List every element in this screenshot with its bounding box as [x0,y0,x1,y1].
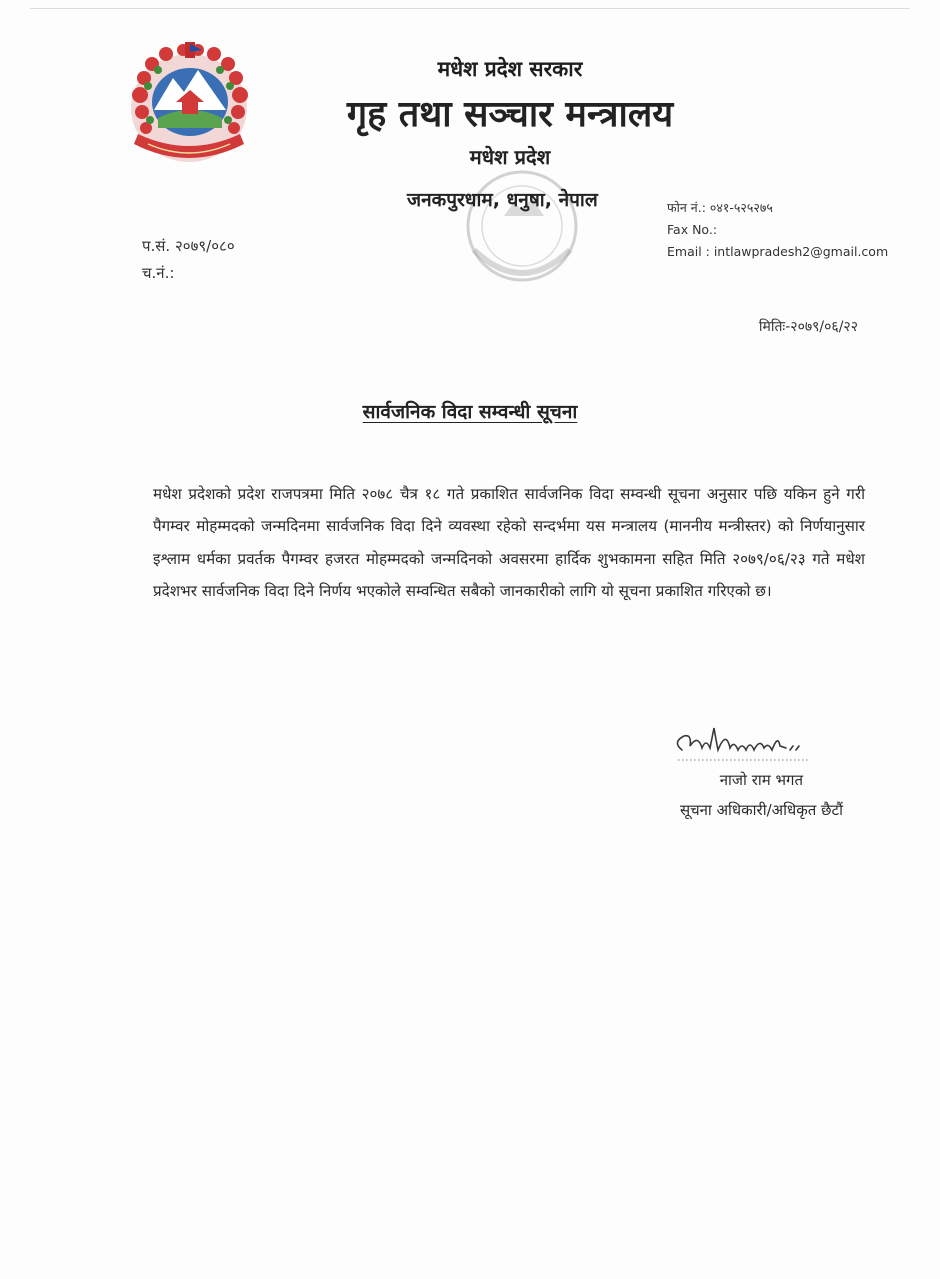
letter-number: प.सं. २०७९/०८० [142,237,235,255]
subject-text: सार्वजनिक विदा सम्वन्धी सूचना [362,401,578,423]
province-name: मधेश प्रदेश [469,145,551,169]
government-name: मधेश प्रदेश सरकार [437,57,583,81]
signatory-name: नाजो राम भगत [719,771,803,789]
fax-number: Fax No.: [667,222,718,237]
ministry-name: गृह तथा सञ्चार मन्त्रालय [346,94,674,135]
letter-date: मितिः-२०७९/०६/२२ [758,319,858,335]
phone-number: फोन नं.: ०४१-५२५२७५ [667,200,773,215]
notice-body: मधेश प्रदेशको प्रदेश राजपत्रमा मिति २०७८ चैत्र १८ गते प्रकाशित सार्वजनिक विदा सम्वन्धी सूचना अनुसार पछि यकिन हुने गरी पैगम्वर मोहम्मदको जन्मदिनमा सार्वजनिक विदा दिने व्यवस्था रहेको सन्दर्भमा यस मन्त्रालय (माननीय मन्त्रीस्तर) को निर्णयानुसार इश्लाम धर्मका प्रवर्तक पैगम्वर हजरत मोहम्मदको जन्मदिनको अवसरमा हार्दिक शुभकामना सहित मिति २०७९/०६/२३ गते मधेश प्रदेशभर सार्वजनिक विदा दिने निर्णय भएकोले सम्वन्धित सबैको जानकारीको लागि यो सूचना प्रकाशित गरिएको छ। [153,485,865,600]
top-divider [30,8,910,9]
contact-block [667,197,888,263]
dispatch-number: च.नं.: [142,264,175,282]
signatory-block [680,765,843,825]
email-address: Email : intlawpradesh2@gmail.com [667,244,889,259]
signatory-title: सूचना अधिकारी/अधिकृत छैटौं [679,801,843,819]
nepal-emblem-icon [118,40,260,170]
office-location: जनकपुरधाम, धनुषा, नेपाल [407,189,598,211]
subject-heading [0,398,940,424]
handwritten-signature-icon [668,720,818,768]
reference-block [142,233,235,287]
letterhead [300,55,720,171]
